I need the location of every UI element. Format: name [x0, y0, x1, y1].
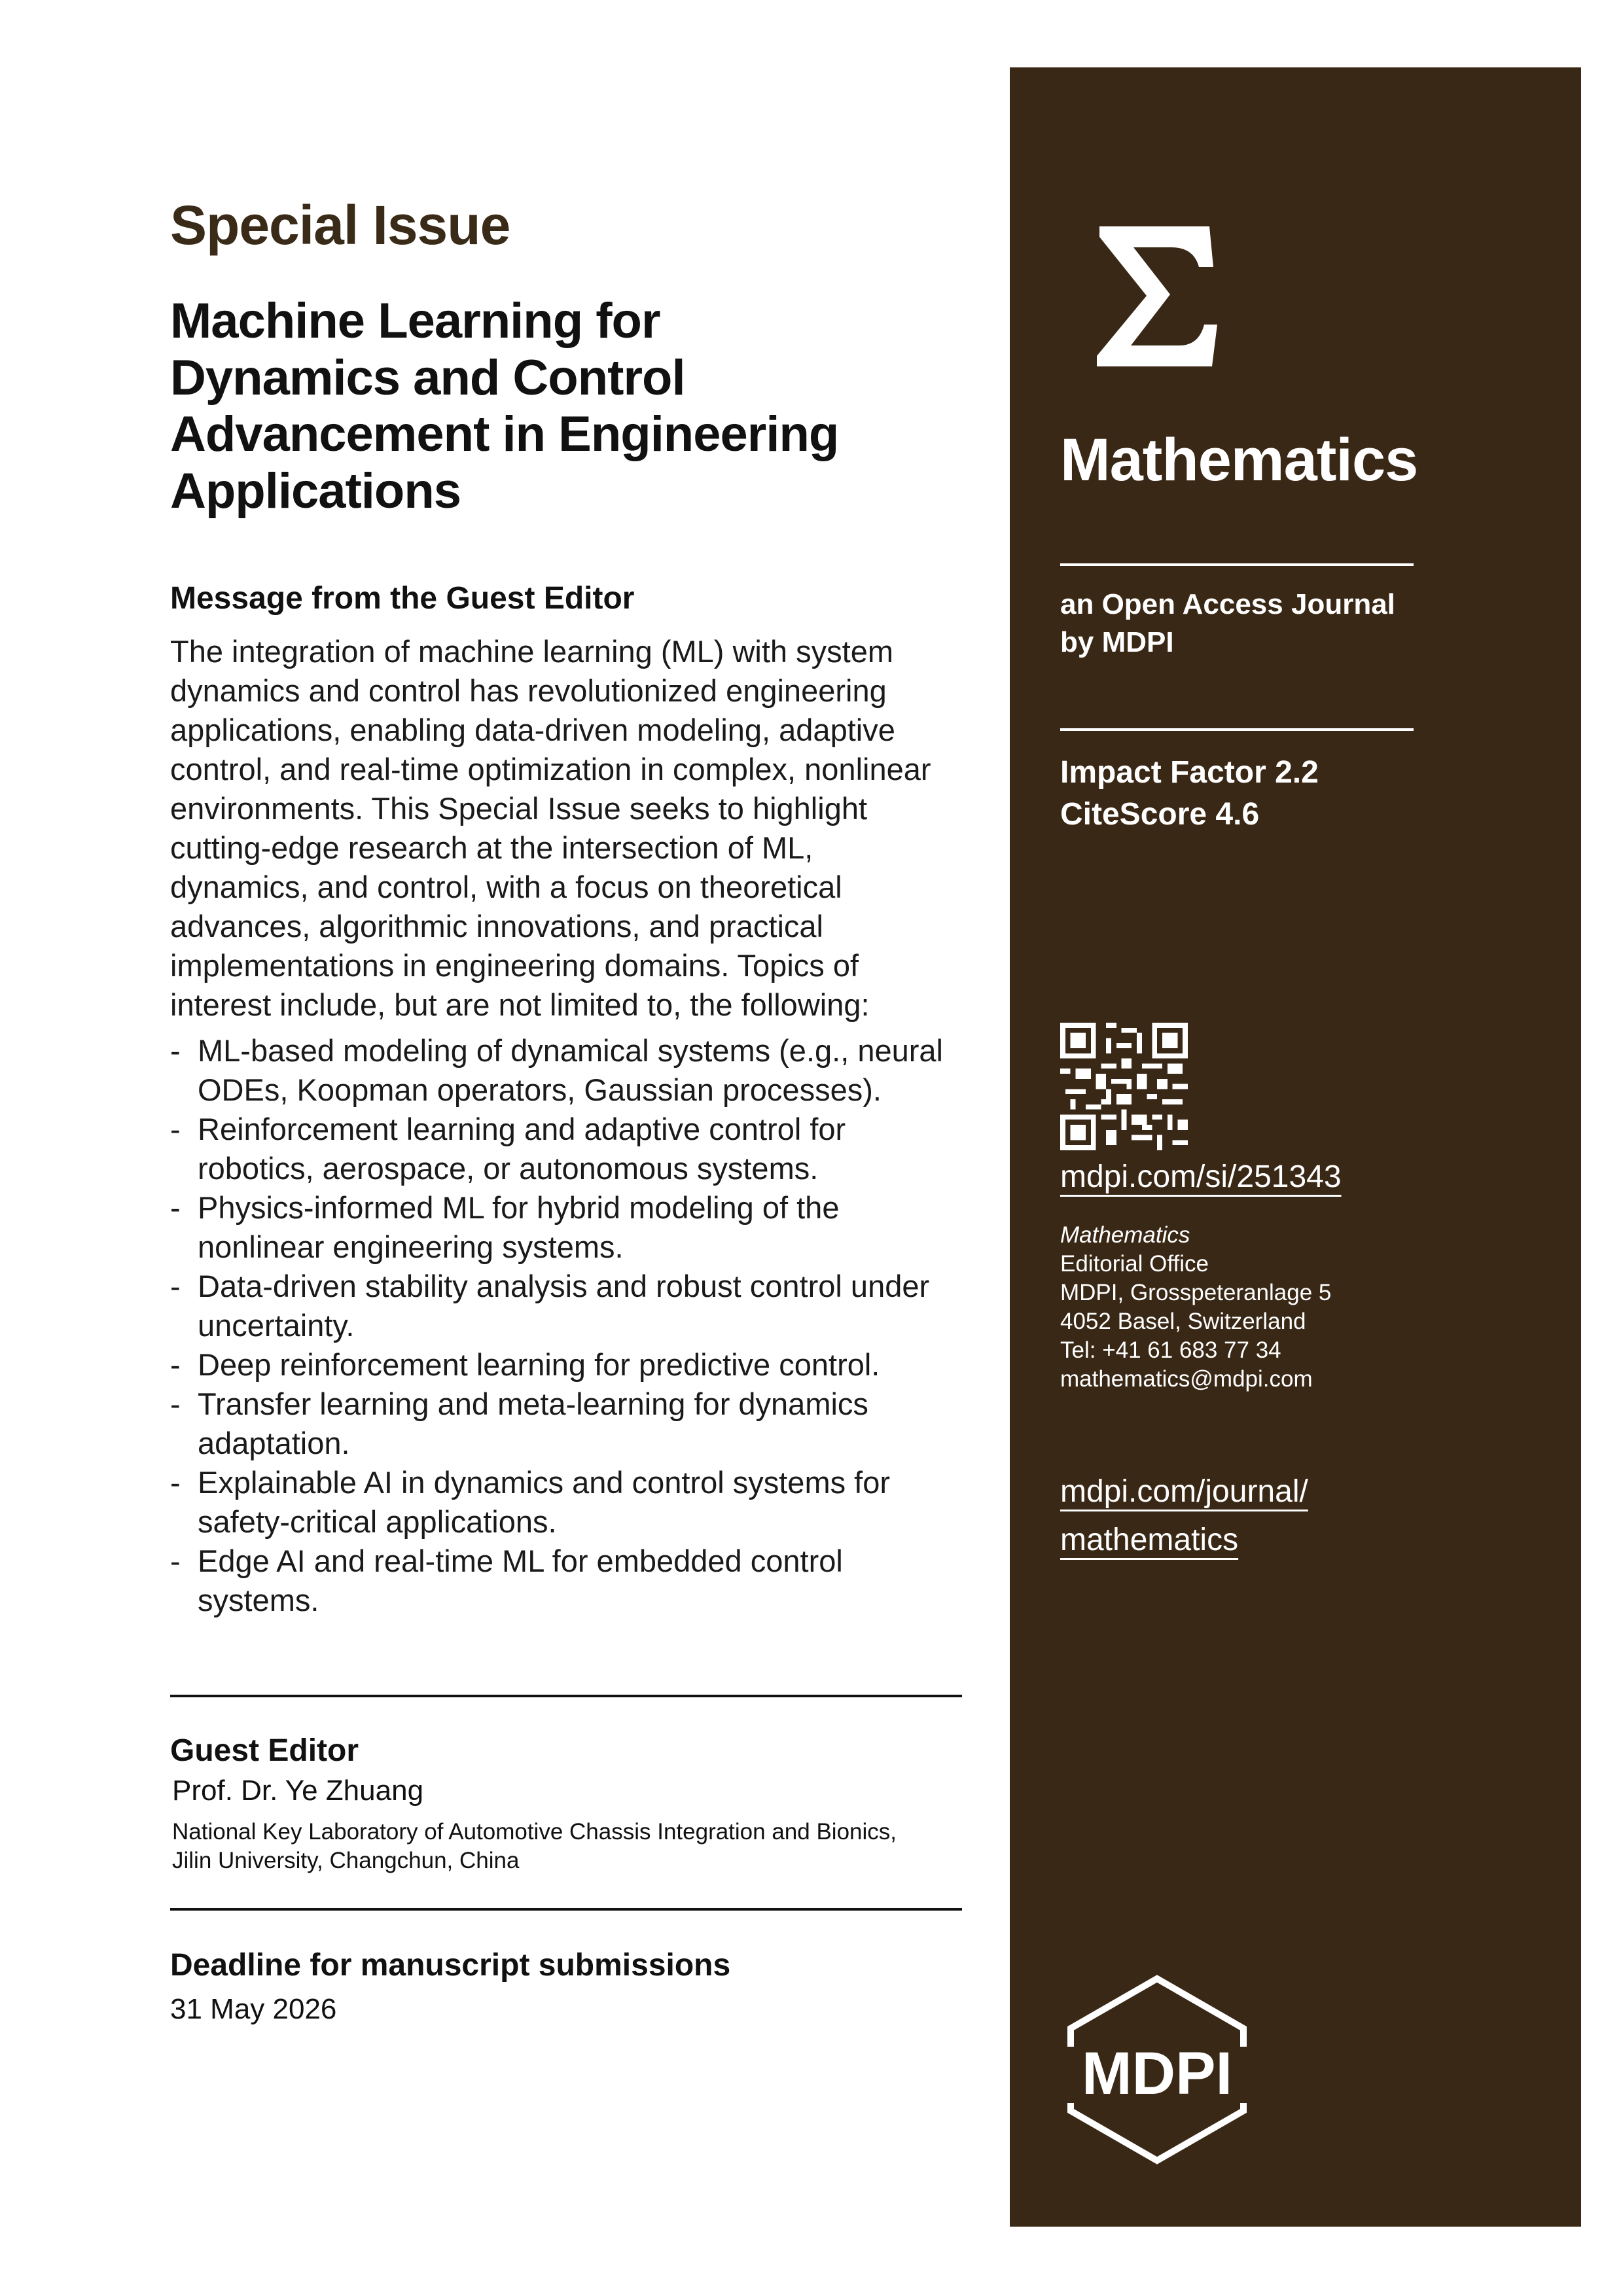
qr-code-icon[interactable]	[1060, 1023, 1188, 1150]
citescore: CiteScore 4.6	[1060, 797, 1260, 832]
list-item: - ML-based modeling of dynamical systems (e.g., neural ODEs, Koopman operators, Gaussian processes).	[170, 1031, 969, 1110]
editorial-office: Mathematics Editorial Office MDPI, Grosspeteranlage 5 4052 Basel, Switzerland Tel: +41 61 683 77 34 mathematics@mdpi.com	[1060, 1221, 1331, 1394]
message-line: environments. This Special Issue seeks to highlight	[170, 790, 868, 826]
mdpi-logo-text: MDPI	[1082, 2040, 1232, 2107]
office-email[interactable]: mathematics@mdpi.com	[1060, 1366, 1313, 1392]
message-line: dynamics and control has revolutionized engineering	[170, 673, 887, 708]
main-column	[170, 196, 969, 1620]
message-line: implementations in engineering domains. Topics of	[170, 947, 859, 983]
list-item: - Physics-informed ML for hybrid modeling of the nonlinear engineering systems.	[170, 1188, 969, 1267]
message-line: advances, algorithmic innovations, and practical	[170, 908, 823, 944]
sigma-icon	[1093, 221, 1217, 372]
divider	[1060, 728, 1414, 731]
topics-list	[170, 1031, 969, 1620]
message-heading: Message from the Guest Editor	[170, 580, 635, 616]
divider	[170, 1908, 962, 1911]
message-line: cutting-edge research at the intersection of ML,	[170, 830, 813, 865]
deadline-date: 31 May 2026	[170, 1993, 337, 2025]
title-line: Advancement in Engineering	[170, 406, 839, 463]
list-item: - Explainable AI in dynamics and control systems for safety-critical applications.	[170, 1463, 969, 1542]
special-issue-title	[170, 293, 969, 520]
divider	[1060, 563, 1414, 566]
guest-editor-heading: Guest Editor	[170, 1733, 359, 1768]
message-line: dynamics, and control, with a focus on theoretical	[170, 869, 842, 904]
title-line: Dynamics and Control	[170, 349, 685, 406]
title-line: Machine Learning for	[170, 293, 660, 349]
divider	[170, 1695, 962, 1697]
message-line: interest include, but are not limited to, the following:	[170, 987, 870, 1022]
title-line: Applications	[170, 463, 461, 520]
journal-name: Mathematics	[1060, 427, 1418, 493]
journal-metrics	[1060, 752, 1319, 836]
deadline-heading: Deadline for manuscript submissions	[170, 1948, 731, 1983]
message-paragraph	[170, 632, 969, 1025]
special-issue-link[interactable]: mdpi.com/si/251343	[1060, 1159, 1342, 1194]
office-phone: Tel: +41 61 683 77 34	[1060, 1337, 1281, 1363]
list-item: - Transfer learning and meta-learning for dynamics adaptation.	[170, 1385, 969, 1463]
list-item: - Deep reinforcement learning for predictive control.	[170, 1345, 969, 1385]
impact-factor: Impact Factor 2.2	[1060, 755, 1319, 790]
office-journal-name: Mathematics	[1060, 1222, 1190, 1248]
message-line: The integration of machine learning (ML) with system	[170, 633, 893, 669]
message-line: applications, enabling data-driven modeling, adaptive	[170, 712, 895, 747]
mdpi-logo	[1059, 1975, 1255, 2164]
journal-link[interactable]: mdpi.com/journal/ mathematics	[1060, 1474, 1308, 1557]
message-line: control, and real-time optimization in complex, nonlinear	[170, 751, 931, 786]
list-item: - Data-driven stability analysis and robust control under uncertainty.	[170, 1267, 969, 1345]
special-issue-label: Special Issue	[170, 194, 510, 256]
guest-editor-affiliation: National Key Laboratory of Automotive Chassis Integration and Bionics, Jilin University, Changchun, China	[172, 1819, 897, 1873]
list-item: - Edge AI and real-time ML for embedded control systems.	[170, 1542, 969, 1620]
journal-panel	[1010, 67, 1581, 2227]
list-item: - Reinforcement learning and adaptive control for robotics, aerospace, or autonomous systems.	[170, 1110, 969, 1188]
guest-editor-name: Prof. Dr. Ye Zhuang	[172, 1775, 424, 1807]
open-access-note: an Open Access Journal by MDPI	[1060, 588, 1395, 658]
